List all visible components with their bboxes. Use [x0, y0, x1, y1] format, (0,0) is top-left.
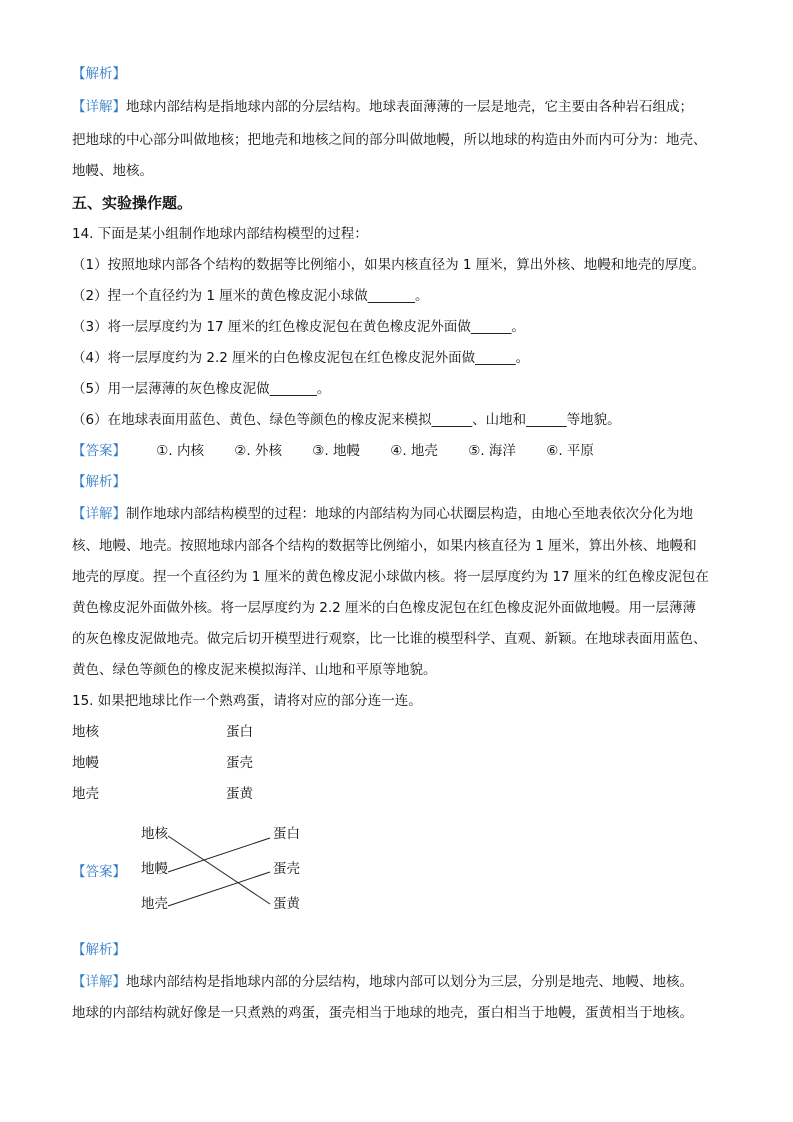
left-term: 地核	[72, 724, 99, 740]
answer-right-term: 蛋壳	[273, 861, 300, 877]
answer-left-term: 地壳	[141, 896, 168, 912]
detail-tag: 【详解】	[72, 99, 126, 115]
detail-paragraph-line	[72, 972, 693, 992]
detail-paragraph-line: 地幔、地核。	[72, 163, 153, 179]
question-item: （5）用一层薄薄的灰色橡皮泥做_______。	[72, 381, 331, 397]
detail-paragraph-line: 地球的内部结构就好像是一只煮熟的鸡蛋，蛋壳相当于地球的地壳，蛋白相当于地幔，蛋黄相当于地核。	[72, 1005, 693, 1021]
question-item: （3）将一层厚度约为 17 厘米的红色橡皮泥包在黄色橡皮泥外面做______。	[72, 319, 525, 335]
detail-paragraph-line: 的灰色橡皮泥做地壳。做完后切开模型进行观察，比一比谁的模型科学、直观、新颖。在地球表面用蓝色、	[72, 631, 707, 647]
question-item: （4）将一层厚度约为 2.2 厘米的白色橡皮泥包在红色橡皮泥外面做______。	[72, 350, 530, 366]
question-stem: 15. 如果把地球比作一个熟鸡蛋，请将对应的部分连一连。	[72, 693, 422, 709]
answer-item: ⑥. 平原	[546, 443, 594, 459]
section-title: 五、实验操作题。	[72, 194, 193, 212]
question-item: （1）按照地球内部各个结构的数据等比例缩小，如果内核直径为 1 厘米，算出外核、地幔和地壳的厚度。	[72, 257, 706, 273]
answer-tag: 【答案】	[72, 443, 126, 459]
question-item: （2）捏一个直径约为 1 厘米的黄色橡皮泥小球做_______。	[72, 288, 429, 304]
detail-text: 地球内部结构是指地球内部的分层结构。地球表面薄薄的一层是地壳，它主要由各种岩石组成；	[126, 99, 693, 115]
detail-paragraph-line: 黄色、绿色等颜色的橡皮泥来模拟海洋、山地和平原等地貌。	[72, 662, 437, 678]
match-line-crust-shell	[168, 872, 270, 906]
detail-tag: 【详解】	[72, 506, 126, 522]
question-stem: 14. 下面是某小组制作地球内部结构模型的过程：	[72, 226, 368, 242]
analysis-tag: 【解析】	[72, 942, 126, 958]
detail-paragraph-line: 地壳的厚度。捏一个直径约为 1 厘米的黄色橡皮泥小球做内核。将一层厚度约为 17 厘米的红色橡皮泥包在	[72, 569, 709, 585]
detail-paragraph-line: 黄色橡皮泥外面做外核。将一层厚度约为 2.2 厘米的白色橡皮泥包在红色橡皮泥外面做地幔。用一层薄薄	[72, 600, 697, 616]
answer-item: ②. 外核	[234, 443, 282, 459]
match-line-core-yolk	[168, 836, 270, 904]
answer-right-term: 蛋黄	[273, 896, 300, 912]
analysis-tag: 【解析】	[72, 66, 126, 82]
detail-paragraph-line: 核、地幔、地壳。按照地球内部各个结构的数据等比例缩小，如果内核直径为 1 厘米，算出外核、地幔和	[72, 538, 697, 554]
answer-item: ③. 地幔	[312, 443, 360, 459]
answer-tag: 【答案】	[72, 864, 126, 880]
left-term: 地壳	[72, 786, 99, 802]
detail-paragraph-line: 把地球的中心部分叫做地核；把地壳和地核之间的部分叫做地幔，所以地球的构造由外而内可分为：地壳、	[72, 132, 707, 148]
detail-text: 地球内部结构是指地球内部的分层结构，地球内部可以划分为三层，分别是地壳、地幔、地核。	[126, 974, 693, 990]
right-term: 蛋壳	[226, 755, 253, 771]
answer-right-term: 蛋白	[273, 826, 300, 842]
answer-item: ①. 内核	[156, 443, 204, 459]
answer-left-term: 地幔	[141, 861, 168, 877]
detail-text: 制作地球内部结构模型的过程：地球的内部结构为同心状圈层构造，由地心至地表依次分化为地	[126, 506, 693, 522]
answer-item: ④. 地壳	[390, 443, 438, 459]
question-item: （6）在地球表面用蓝色、黄色、绿色等颜色的橡皮泥来模拟______、山地和______等地貌。	[72, 412, 621, 428]
right-term: 蛋白	[226, 724, 253, 740]
analysis-tag: 【解析】	[72, 474, 126, 490]
right-term: 蛋黄	[226, 786, 253, 802]
detail-tag: 【详解】	[72, 974, 126, 990]
left-term: 地幔	[72, 755, 99, 771]
answer-left-term: 地核	[141, 826, 168, 842]
answer-item: ⑤. 海洋	[468, 443, 516, 459]
match-line-mantle-white	[168, 838, 270, 872]
